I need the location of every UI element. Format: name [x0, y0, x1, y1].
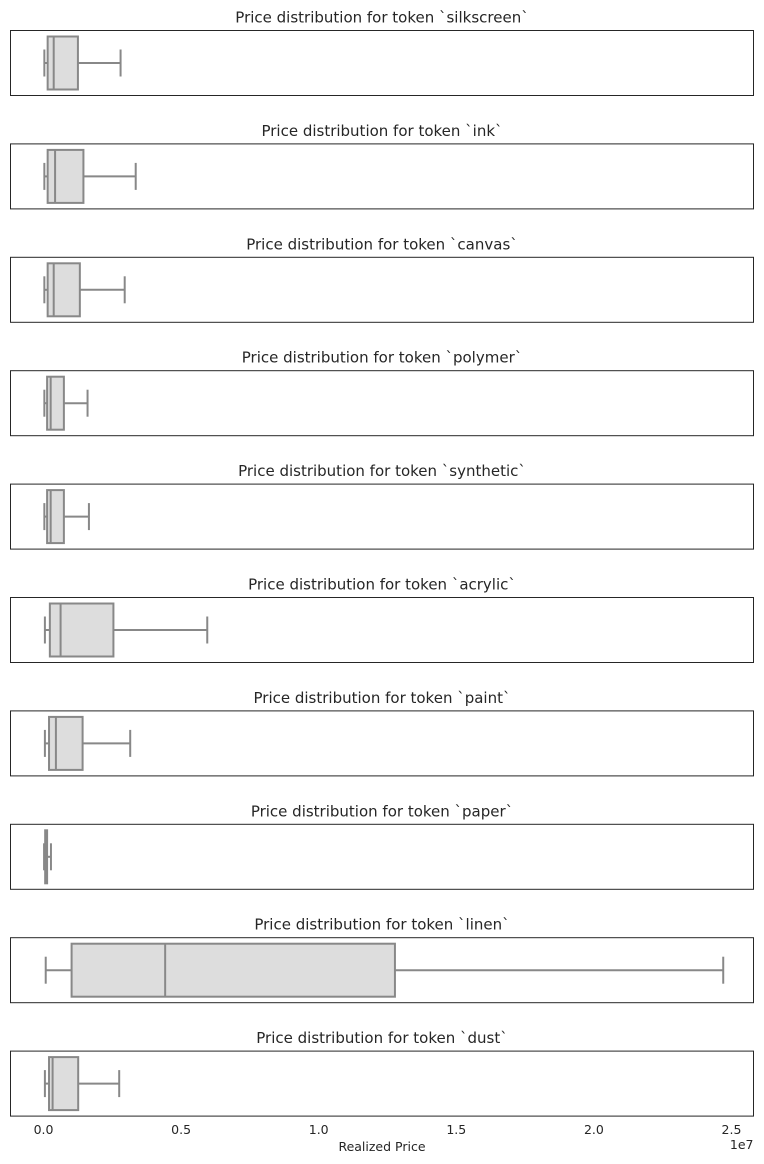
x-axis-offset-label: 1e7: [729, 1137, 754, 1153]
panel-frame: [11, 31, 754, 96]
x-tick-label: 2.0: [583, 1122, 604, 1138]
panel-ink: [11, 122, 754, 209]
panel-title: Price distribution for token `canvas`: [246, 235, 518, 254]
x-axis-label: Realized Price: [338, 1139, 426, 1155]
panel-dust: [11, 1029, 754, 1116]
panel-paint: [11, 689, 754, 776]
panel-frame: [11, 371, 754, 436]
x-tick-label: 0.0: [33, 1122, 54, 1138]
panel-title: Price distribution for token `polymer`: [241, 348, 523, 367]
panel-title: Price distribution for token `linen`: [254, 915, 510, 934]
panel-paper: [11, 802, 754, 889]
iqr-box: [50, 604, 114, 657]
panel-title: Price distribution for token `ink`: [261, 121, 503, 140]
panel-silkscreen: [11, 9, 754, 96]
x-tick-label: 0.5: [171, 1122, 192, 1138]
panel-polymer: [11, 349, 754, 436]
panel-synthetic: [11, 462, 754, 549]
panel-frame: [11, 1051, 754, 1116]
panel-canvas: [11, 235, 754, 322]
iqr-box: [49, 717, 83, 770]
iqr-box: [47, 377, 64, 430]
panel-title: Price distribution for token `acrylic`: [248, 575, 516, 594]
iqr-box: [48, 150, 84, 203]
panel-frame: [11, 824, 754, 889]
x-axis: [34, 1122, 742, 1137]
panel-linen: [11, 916, 754, 1003]
iqr-box: [48, 263, 80, 316]
iqr-box: [48, 37, 78, 90]
x-tick-label: 2.5: [721, 1122, 742, 1138]
panel-title: Price distribution for token `paint`: [253, 688, 511, 707]
panels-group: [11, 9, 754, 1117]
iqr-box: [72, 944, 395, 997]
panel-title: Price distribution for token `silkscreen`: [235, 8, 529, 27]
panel-title: Price distribution for token `dust`: [256, 1029, 508, 1048]
panel-frame: [11, 484, 754, 549]
panel-acrylic: [11, 576, 754, 663]
panel-title: Price distribution for token `synthetic`: [238, 462, 526, 481]
x-tick-label: 1.5: [446, 1122, 467, 1138]
panel-title: Price distribution for token `paper`: [250, 802, 514, 821]
iqr-box: [47, 490, 64, 543]
x-tick-label: 1.0: [308, 1122, 329, 1138]
